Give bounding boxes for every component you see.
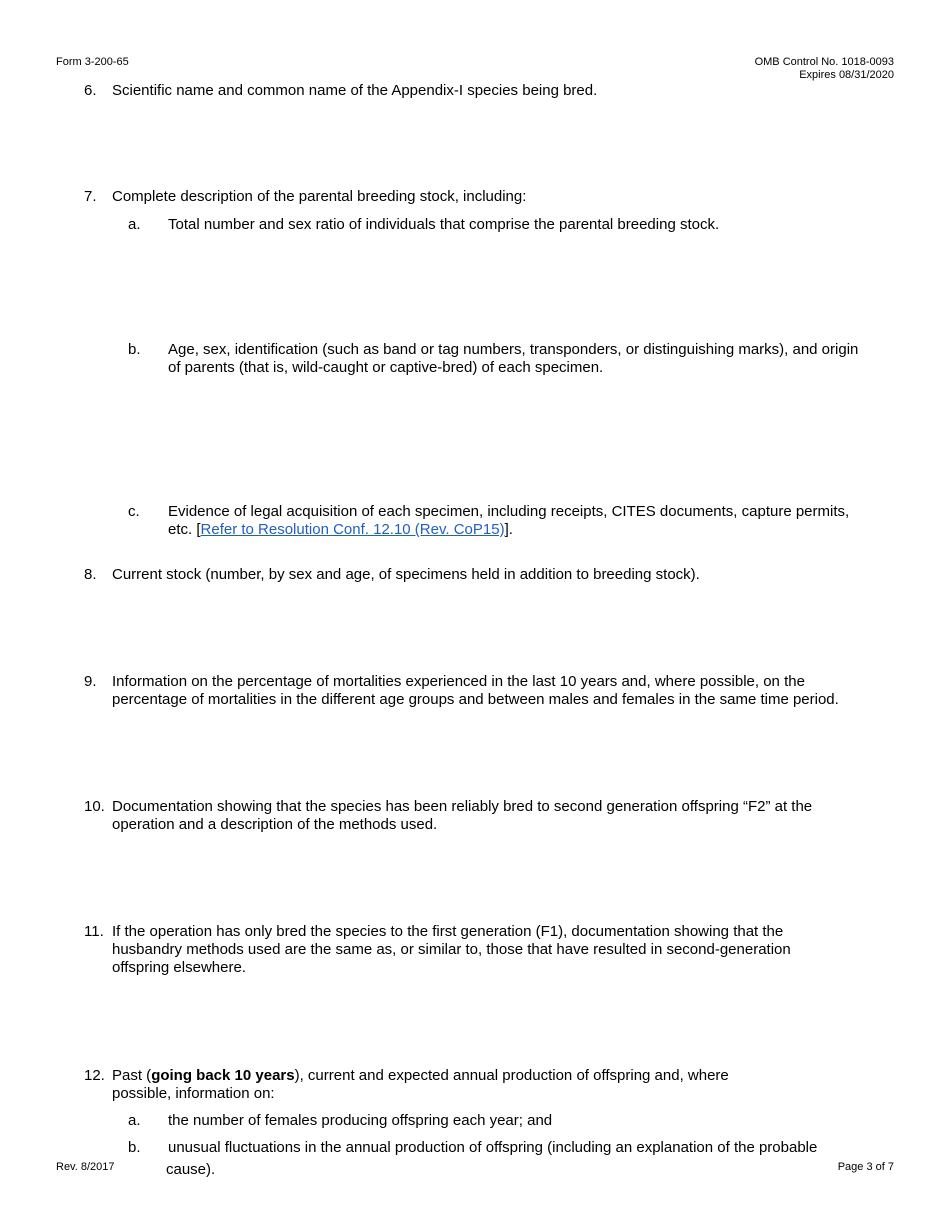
question-text-line: operation and a description of the methods used. xyxy=(112,816,438,833)
question-text-line: If the operation has only bred the species to the first generation (F1), documentation showing that the xyxy=(112,923,784,940)
sub-item-text: Total number and sex ratio of individuals that comprise the parental breeding stock. xyxy=(168,216,720,233)
sub-item-text-line xyxy=(168,521,513,539)
sub-item-text-line: Age, sex, identification (such as band or tag numbers, transponders, or distinguishing marks), and origin xyxy=(168,341,859,358)
revision-date: Rev. 8/2017 xyxy=(56,1161,115,1173)
text-suffix: ), current and expected annual production of offspring and, where xyxy=(294,1067,729,1084)
question-number: 10. xyxy=(84,798,105,815)
sub-item-text-line: unusual fluctuations in the annual production of offspring (including an explanation of the probable xyxy=(168,1139,818,1156)
question-number: 7. xyxy=(84,188,97,205)
sub-item-letter: c. xyxy=(128,503,140,520)
question-text-line: possible, information on: xyxy=(112,1085,275,1102)
expiration-date: Expires 08/31/2020 xyxy=(799,69,894,81)
question-number: 6. xyxy=(84,82,97,99)
text-suffix: ]. xyxy=(504,521,513,538)
question-number: 9. xyxy=(84,673,97,690)
resolution-link[interactable]: Refer to Resolution Conf. 12.10 (Rev. CoP15) xyxy=(200,521,505,538)
question-number: 12. xyxy=(84,1067,105,1084)
omb-control-number: OMB Control No. 1018-0093 xyxy=(754,56,894,68)
sub-item-letter: b. xyxy=(128,341,141,358)
sub-item-letter: b. xyxy=(128,1139,141,1156)
sub-item-letter: a. xyxy=(128,216,141,233)
question-text: Complete description of the parental breeding stock, including: xyxy=(112,188,527,205)
sub-item-letter: a. xyxy=(128,1112,141,1129)
text-prefix: Past ( xyxy=(112,1067,152,1084)
text-prefix: etc. [ xyxy=(168,521,201,538)
question-text: Scientific name and common name of the Appendix-I species being bred. xyxy=(112,82,598,99)
question-number: 11. xyxy=(84,923,104,940)
sub-item-text-line: of parents (that is, wild-caught or captive-bred) of each specimen. xyxy=(168,359,604,376)
question-text-line: Information on the percentage of mortalities experienced in the last 10 years and, where possible, on the xyxy=(112,673,805,690)
question-number: 8. xyxy=(84,566,97,583)
sub-item-text: the number of females producing offspring each year; and xyxy=(168,1112,553,1129)
question-text: Current stock (number, by sex and age, of specimens held in addition to breeding stock). xyxy=(112,566,700,583)
question-text-line: husbandry methods used are the same as, or similar to, those that have resulted in second-generation xyxy=(112,941,791,958)
form-number: Form 3-200-65 xyxy=(56,56,129,68)
sub-item-text-line: cause). xyxy=(166,1161,216,1178)
question-text-line: Documentation showing that the species has been reliably bred to second generation offspring “F2” at the xyxy=(112,798,813,815)
question-text-line: percentage of mortalities in the different age groups and between males and females in the same time period. xyxy=(112,691,839,708)
page-number: Page 3 of 7 xyxy=(837,1161,894,1173)
question-text-line xyxy=(112,1067,729,1085)
bold-emphasis: going back 10 years xyxy=(151,1067,295,1084)
question-text-line: offspring elsewhere. xyxy=(112,959,246,976)
sub-item-text-line: Evidence of legal acquisition of each specimen, including receipts, CITES documents, capture permits, xyxy=(168,503,850,520)
